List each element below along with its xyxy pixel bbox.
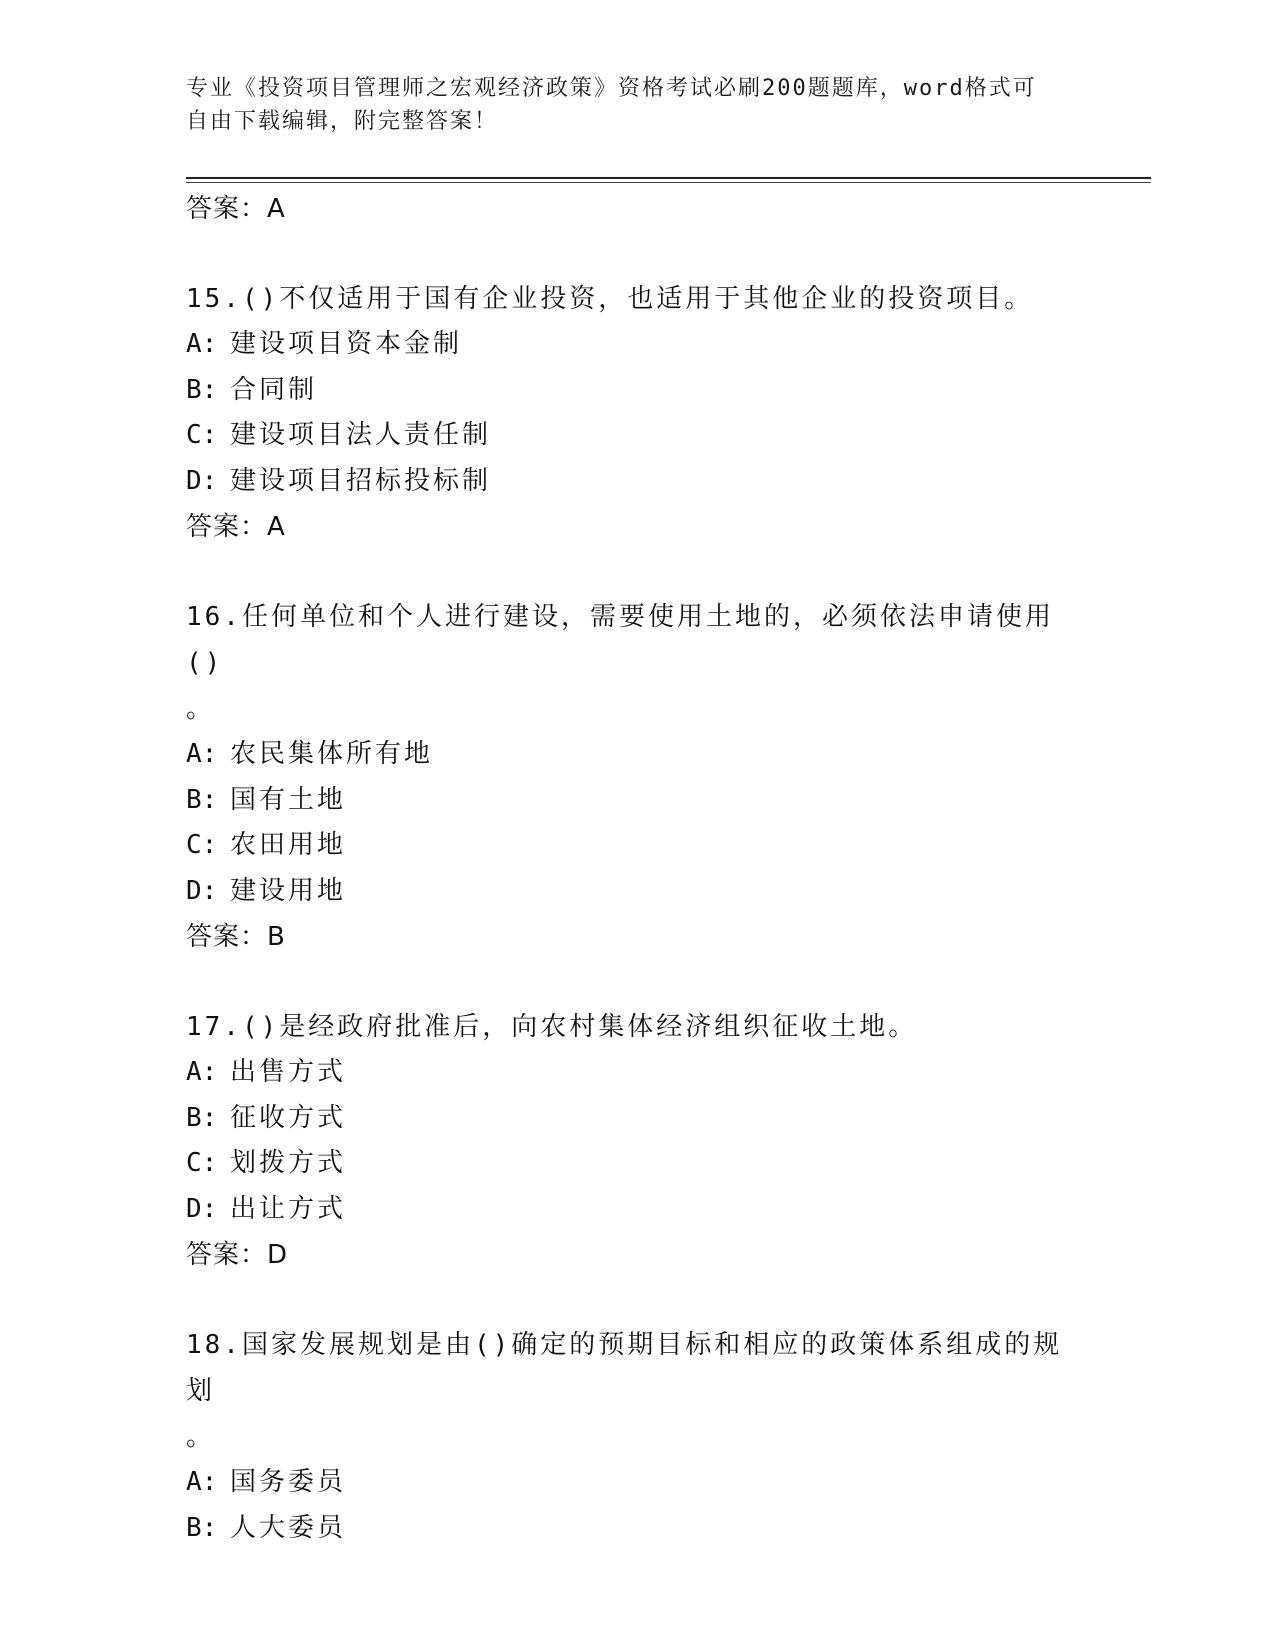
header-rule-thick [186,177,1151,179]
question-block [186,1004,1151,1278]
option-item [186,1187,1151,1233]
option-item [186,869,1151,915]
document-body [186,186,1151,1551]
question-text: 16.任何单位和个人进行建设，需要使用土地的，必须依法申请使用() [186,602,1054,678]
document-header [186,72,1066,138]
option-key: A: [186,1057,218,1087]
option-key: B: [186,1512,218,1543]
option-key: A: [186,739,218,769]
option-item [186,322,1151,368]
option-text: 建设用地 [230,875,347,906]
option-text: 农田用地 [230,830,347,860]
option-text: 建设项目法人责任制 [230,420,492,450]
option-item [186,459,1151,505]
option-text: 合同制 [230,374,318,405]
option-item [186,823,1151,869]
question-text: 15.()不仅适用于国有企业投资，也适用于其他企业的投资项目。 [186,284,1034,314]
answer-line: 答案：A [186,512,286,542]
option-key: C: [186,420,218,450]
option-item [186,1050,1151,1096]
option-key: D: [186,1193,218,1224]
option-item [186,1096,1151,1142]
question-text: 18.国家发展规划是由()确定的预期目标和相应的政策体系组成的规划 [186,1330,1063,1406]
option-key: A: [186,329,218,359]
option-text: 建设项目资本金制 [230,329,463,359]
header-rule-thin [186,182,1151,183]
option-item [186,1141,1151,1187]
option-text: 国有土地 [230,784,347,815]
option-text: 建设项目招标投标制 [230,465,492,496]
question-block [186,594,1151,960]
header-line-1: 专业《投资项目管理师之宏观经济政策》资格考试必刷200题题库，word格式可 [186,76,1037,101]
option-key: C: [186,830,218,860]
option-key: B: [186,784,218,815]
option-key: B: [186,374,218,405]
answer-line: 答案：D [186,1240,289,1270]
option-key: C: [186,1148,218,1178]
option-text: 农民集体所有地 [230,739,434,769]
question-text: 17.()是经政府批准后，向农村集体经济组织征收土地。 [186,1012,918,1042]
question-block [186,276,1151,550]
option-text: 划拨方式 [230,1148,347,1178]
question-text-continuation: 。 [186,694,213,724]
option-key: D: [186,465,218,496]
option-item [186,732,1151,778]
option-key: D: [186,875,218,906]
option-key: B: [186,1102,218,1133]
question-list [186,276,1151,1551]
header-line-2: 自由下载编辑，附完整答案！ [186,109,499,134]
option-item [186,778,1151,824]
option-text: 出售方式 [230,1057,347,1087]
option-text: 国务委员 [230,1467,347,1497]
option-item [186,1460,1151,1506]
option-item [186,413,1151,459]
option-key: A: [186,1467,218,1497]
question-block [186,1322,1151,1551]
answer-line: 答案：A [186,194,286,224]
question-text-continuation: 。 [186,1422,213,1452]
answer-line: 答案：B [186,922,286,952]
option-text: 征收方式 [230,1102,347,1133]
option-item [186,1506,1151,1552]
option-item [186,368,1151,414]
option-text: 人大委员 [230,1512,347,1543]
option-text: 出让方式 [230,1193,347,1224]
